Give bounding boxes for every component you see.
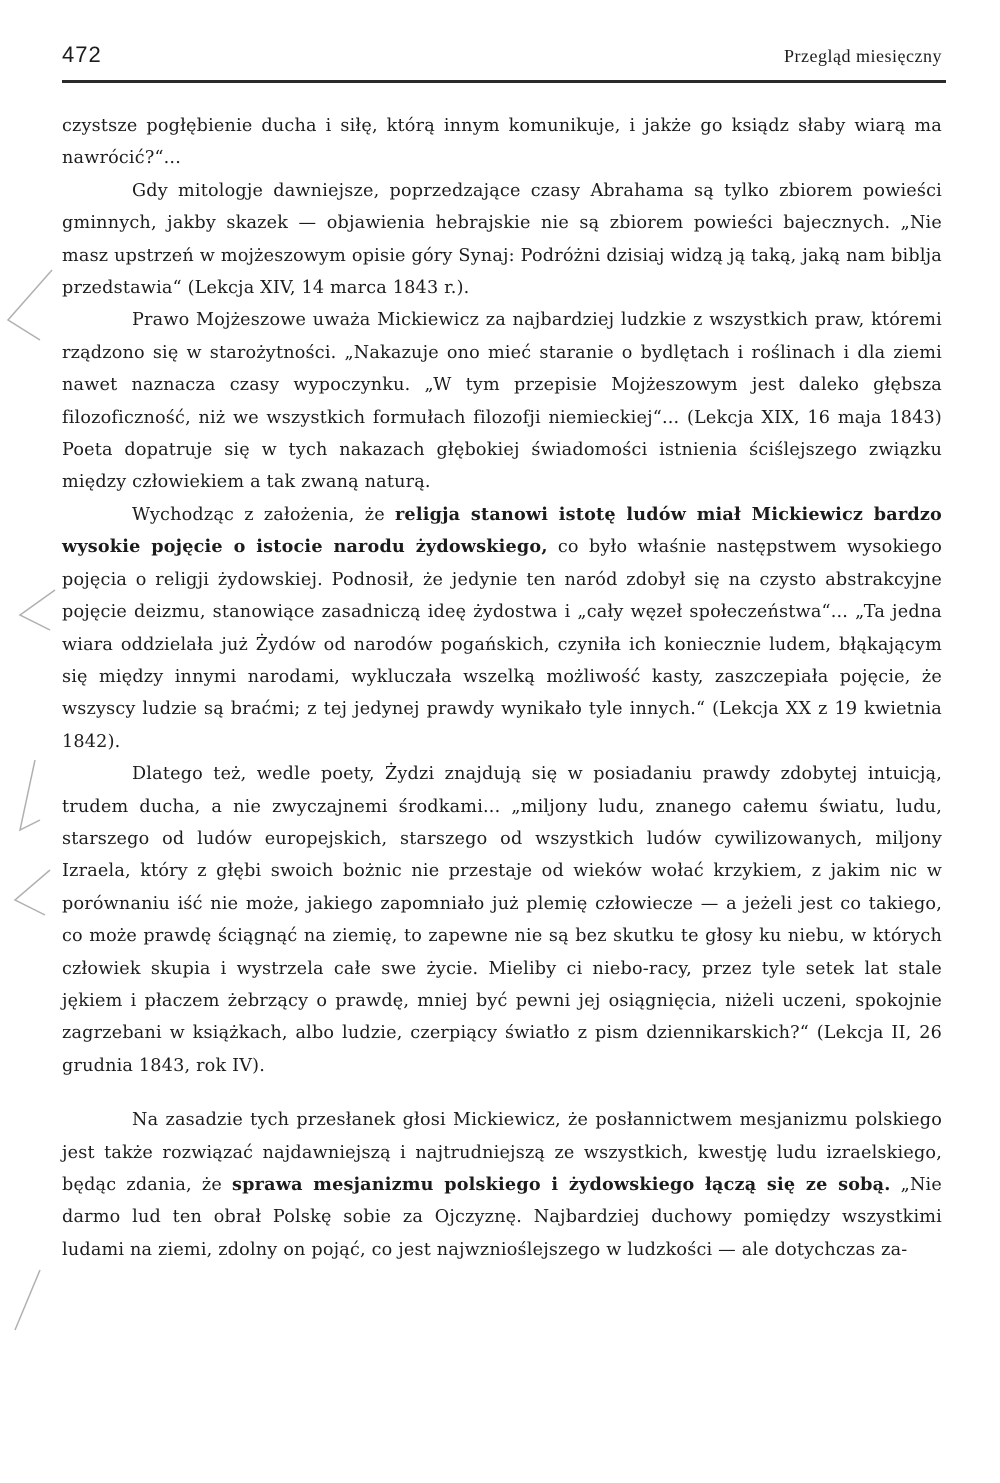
body-text bbox=[62, 110, 942, 1266]
paragraph-5: Dlatego też, wedle poety, Żydzi znajdują się w posiadaniu prawdy zdobytej intuicją, trudem ducha, a nie zwyczajnemi środkami... „miljony ludu, znanego całemu światu, ludu, starszego od ludów europejskich, starszego od wszystkich ludów cywilizowanych, miljony Izraela, który z głębi swoich bożnic nie przestaje od wieków wołać krzykiem, z jakim nic w porównaniu iść nie może, jakiego zapomniało już plemię człowiecze — a jeżeli jest co takiego, co może prawdę ściągnąć na ziemię, to zapewne nie są bez skutku te głosy ku niebu, w których człowiek skupia i wystrzela całe swe życie. Mieliby ci niebo-racy, przez tyle setek lat stale jękiem i płaczem żebrzący o prawdę, mniej być pewni jej osiągnięcia, niżeli uczeni, spokojnie zagrzebani w książkach, albo ludzie, czerpiący światło z pism dziennikarskich?“ (Lekcja II, 26 grudnia 1843, rok IV). bbox=[62, 764, 942, 1076]
pencil-mark bbox=[20, 590, 55, 630]
paragraph-6-start: Na zasadzie tych przesłanek głosi Mickiewicz, że posłannictwem mesjanizmu polskiego jest także rozwiązać najdawniejszą i najtrudniejszą ze wszystkich, kwestję ludu izraelskiego, będąc zdania, że bbox=[62, 1110, 942, 1195]
header-rule bbox=[62, 80, 946, 83]
paragraph-6-emphasis: sprawa mesjanizmu polskiego i żydowskiego łączą się ze sobą. bbox=[232, 1174, 891, 1195]
page-header bbox=[62, 42, 942, 76]
margin-pencil-marks bbox=[0, 0, 60, 1483]
paragraph-4-rest: co było właśnie następstwem wysokiego pojęcia o religji żydowskiej. Podnosił, że jedynie ten naród zdobył się na czysto abstrakcyjne pojęcie deizmu, stanowiące zasadniczą ideę żydostwa i „cały węzeł społeczeństwa“... „Ta jedna wiara oddzielała już Żydów od narodów pogańskich, czyniła ich koniecznie ludem, błąkającym się między innymi narodami, wykluczała wszelką możliwość kasty, zaszczepiała pojęcie, że wszyscy ludzie są braćmi; z tej jedynej prawdy wynikało tyle innych.“ (Lekcja XX z 19 kwietnia 1842). bbox=[62, 537, 943, 752]
paragraph-6 bbox=[62, 1104, 942, 1266]
pencil-mark bbox=[8, 270, 52, 340]
paragraph-6-rest: „Nie darmo lud ten obrał Polskę sobie za Ojczyznę. Najbardziej duchowy pomiędzy wszystkimi ludami na ziemi, zdolny on pojąć, co jest najwznioślejszego w ludzkości — ale dotychczas za- bbox=[62, 1175, 942, 1260]
paragraph-1: czystsze pogłębienie ducha i siłę, którą innym komunikuje, i jakże go ksiądz słaby wiarą ma nawrócić?“... bbox=[62, 116, 942, 169]
paragraph-2: Gdy mitologje dawniejsze, poprzedzające czasy Abrahama są tylko zbiorem powieści gminnych, jakby skazek — objawienia hebrajskie nie są zbiorem powieści bajecznych. „Nie masz upstrzeń w mojżeszowym opisie góry Synaj: Podróżni dzisiaj widzą ją taką, jaką nam biblja przedstawia“ (Lekcja XIV, 14 marca 1843 r.). bbox=[62, 180, 942, 299]
paragraph-4-emphasis: religja stanowi istotę ludów miał Mickiewicz bardzo wysokie pojęcie o istocie narodu żydowskiego, bbox=[62, 503, 942, 558]
running-title: Przegląd miesięczny bbox=[784, 46, 942, 66]
pencil-mark bbox=[15, 1270, 40, 1330]
paragraph-4-start: Wychodząc z założenia, że bbox=[132, 504, 395, 525]
pencil-mark bbox=[15, 870, 50, 915]
pencil-mark bbox=[20, 760, 40, 830]
paragraph-3: Prawo Mojżeszowe uważa Mickiewicz za najbardziej ludzkie z wszystkich praw, któremi rządzono się w starożytności. „Nakazuje ono mieć staranie o bydlętach i roślinach i dla ziemi nawet naznacza czasy wypoczynku. „W tym przepisie Mojżeszowym jest daleko głębsza filozoficzność, niż we wszystkich formułach filozofji niemieckiej“... (Lekcja XIX, 16 maja 1843) Poeta dopatruje się w tych nakazach głębokiej świadomości istnienia ściślejszego związku między człowiekiem a tak zwaną naturą. bbox=[62, 310, 942, 493]
paragraph-4 bbox=[62, 499, 942, 758]
page-number: 472 bbox=[62, 42, 102, 67]
